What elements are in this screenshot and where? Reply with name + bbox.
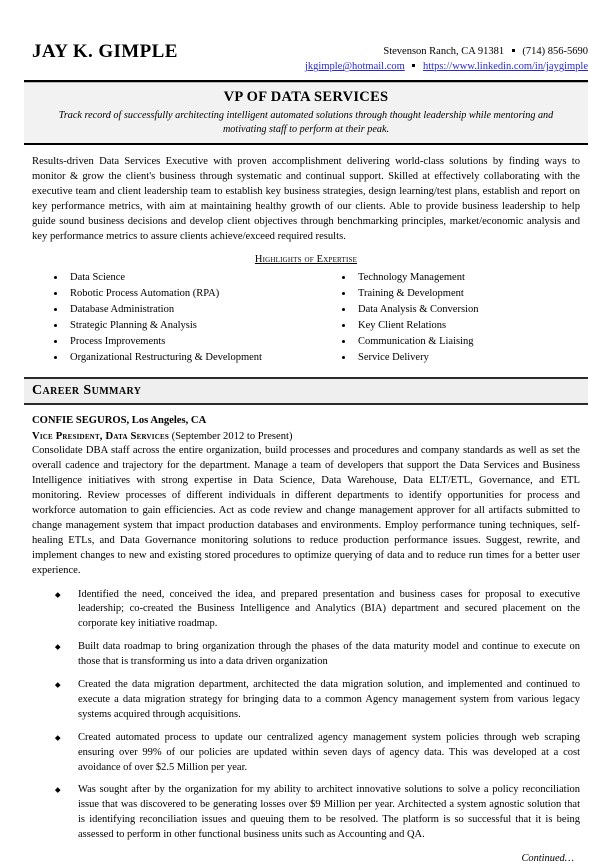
separator-square-icon	[412, 64, 415, 67]
phone-text: (714) 856-5690	[522, 46, 588, 57]
list-item	[32, 318, 306, 334]
highlight-label: Robotic Process Automation (RPA)	[70, 287, 220, 299]
highlight-label: Database Administration	[70, 303, 175, 315]
target-job-title: VP OF DATA SERVICES	[223, 89, 389, 106]
list-item	[32, 678, 580, 723]
email-link[interactable]: jkgimple@hotmail.com	[304, 61, 405, 73]
continued-footer: Continued…	[521, 853, 574, 864]
role-description: Consolidate DBA staff across the entire organization, build processes and procedures and company standards as well as set the overall cadence and trajectory for the department. Manage a team of developers that support the Data Services and Business Intelligence initiatives with strong expertise in Data Science, Data Warehouse, Data ELT/ETL, Governance, and ETL monitoring. Review processes of different individuals in different departments to identify opportunities for process and workforce automation to gain efficiencies. Act as code review and change management approver for all artifacts submitted to change management system that impact production databases and environments. Employ performance tuning techniques, self-healing ETLs, and Data Governance monitoring solutions to reduce production performance issues. Suggest, rewrite, and implement changes to new and existing stored procedures to optimize querying of data and to reduce run times for a better user experience.	[32, 445, 580, 577]
highlight-label: Service Delivery	[358, 351, 429, 363]
list-item	[320, 318, 580, 334]
company-name: CONFIE SEGUROS, Los Angeles, CA	[32, 415, 207, 427]
list-item	[32, 286, 306, 302]
bullet-dot-icon	[54, 276, 57, 279]
highlight-label: Key Client Relations	[358, 319, 447, 331]
section-title: Career Summary	[32, 382, 142, 398]
role-line	[24, 431, 588, 442]
highlights-column-left	[32, 270, 306, 366]
separator-square-icon	[512, 49, 515, 52]
highlight-label: Data Analysis & Conversion	[358, 303, 479, 315]
linkedin-link[interactable]: https://www.linkedin.com/in/jaygimple	[423, 61, 588, 73]
highlight-label: Communication & Liaising	[358, 335, 474, 347]
list-item	[32, 731, 580, 776]
contact-block	[305, 40, 588, 74]
achievements-list	[24, 588, 588, 844]
bullet-dot-icon	[54, 324, 57, 327]
role-dates: (September 2012 to Present)	[168, 431, 293, 443]
bullet-dot-icon	[54, 356, 57, 359]
achievement-text: Was sought after by the organization for my ability to architect innovative solutions to solve a policy reconciliation issue that was discovered to be generating losses over $9 Million per year. Architected a system agnostic solution that is identifying reconciliation issues and queuing them to be resolved. The platform is so successful that it is being assessed to perform in other functional business units such as Accounting and QA.	[78, 784, 580, 841]
bullet-dot-icon	[54, 308, 57, 311]
highlight-label: Data Science	[70, 272, 126, 283]
list-item	[320, 334, 580, 350]
list-item	[32, 783, 580, 843]
contact-line-location-phone	[305, 44, 588, 59]
highlight-label: Organizational Restructuring & Development	[70, 351, 262, 363]
list-item	[320, 286, 580, 302]
bullet-dot-icon	[342, 308, 345, 311]
list-item	[32, 350, 306, 366]
highlight-label: Process Improvements	[70, 335, 166, 347]
highlight-label: Technology Management	[358, 272, 465, 283]
bullet-dot-icon	[342, 356, 345, 359]
highlights-column-right	[306, 270, 580, 366]
list-item	[320, 350, 580, 366]
resume-header	[24, 40, 588, 78]
bullet-dot-icon	[342, 340, 345, 343]
list-item	[32, 302, 306, 318]
bullet-dot-icon	[54, 340, 57, 343]
candidate-name: JAY K. GIMPLE	[32, 41, 178, 62]
highlight-label: Training & Development	[358, 287, 464, 299]
professional-summary: Results-driven Data Services Executive with proven accomplishment delivering world-class solutions by finding ways to monitor & grow the client's business through systematic and continual support. Skilled at effectively collaborating with the executive team and client leadership team to establish key business strategies, design learning/test plans, establish and report on key performance metrics, with aim at maintaining healthy growth of our clients. Able to provide business leadership to help guide sound business decisions and develop client objectives through benchmarking principles, market/economic analysis and key performance metrics to assure clients achieve/exceed required results.	[32, 155, 580, 242]
achievement-text: Created the data migration department, architected the data migration solution, and implemented and continued to execute a data migration strategy for bringing data to a common Agency management system from various legacy systems acquired through acquisitions.	[78, 679, 580, 720]
section-header-career-summary	[24, 377, 588, 406]
job-title-band	[24, 82, 588, 144]
professional-tagline: Track record of successfully architecting intelligent automated solutions through thought leadership while mentoring and motivating staff to perform at their peak.	[58, 110, 554, 136]
bullet-lozenge-icon	[55, 735, 60, 740]
bullet-dot-icon	[342, 276, 345, 279]
bullet-dot-icon	[342, 292, 345, 295]
achievement-text: Created automated process to update our centralized agency management system policies through web scraping ensuring over 99% of our policies are updated within seven days of agency data. This was developed at a cost avoidance of over $2.5 Million per year.	[78, 731, 580, 773]
list-item	[32, 640, 580, 670]
bullet-dot-icon	[342, 324, 345, 327]
achievement-text: Built data roadmap to bring organization through the phases of the data maturity model and continue to execute on those that is transforming us into a data driven organization	[78, 641, 580, 668]
bullet-dot-icon	[54, 292, 57, 295]
highlights-heading: Highlights of Expertise	[254, 254, 358, 265]
highlights-columns	[24, 270, 588, 366]
highlight-label: Strategic Planning & Analysis	[70, 319, 197, 331]
location-text: Stevenson Ranch, CA 91381	[383, 46, 505, 57]
bullet-lozenge-icon	[55, 644, 60, 649]
list-item	[32, 334, 306, 350]
list-item	[320, 270, 580, 286]
bullet-lozenge-icon	[55, 592, 60, 597]
bullet-lozenge-icon	[55, 682, 60, 687]
list-item	[32, 588, 580, 633]
contact-line-email-linkedin	[305, 59, 588, 74]
achievement-text: Identified the need, conceived the idea, and prepared presentation and business cases for proposal to executive leadership; co-created the Business Intelligence and Analytics (BIA) department and secured placement on the corporate key initiative roadmap.	[78, 588, 580, 630]
list-item	[32, 270, 306, 286]
list-item	[320, 302, 580, 318]
role-title: Vice President, Data Services	[32, 431, 169, 443]
